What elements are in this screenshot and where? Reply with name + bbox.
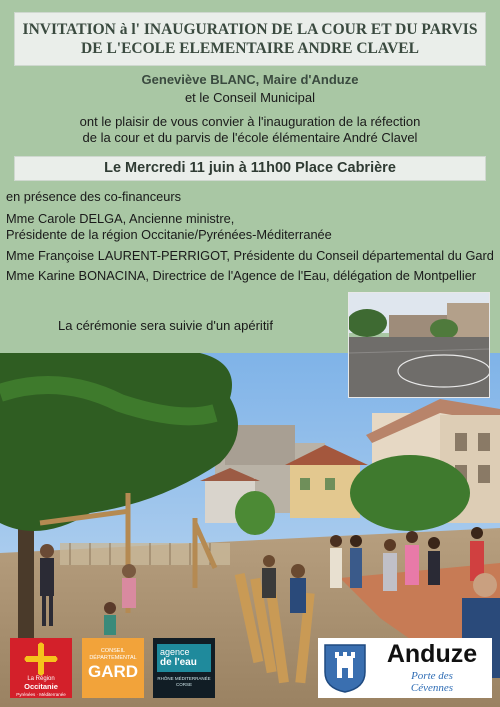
agence-eau-logo — [153, 638, 215, 698]
title-line-2: DE L'ECOLE ELEMENTAIRE ANDRE CLAVEL — [81, 40, 419, 57]
cofunders-heading: en présence des co-financeurs — [6, 189, 181, 204]
occitan-cross-icon — [24, 642, 58, 676]
gard-line-3: GARD — [87, 662, 139, 681]
title-banner — [14, 12, 486, 66]
mayor-name: Geneviève BLANC, Maire d'Anduze — [141, 72, 359, 87]
gard-line-2: DÉPARTEMENTAL — [89, 655, 137, 661]
region-line-3: Pyrénées · Méditerranée — [16, 692, 66, 697]
anduze-name: Anduze — [386, 640, 478, 668]
schoolyard-inset-photo — [348, 292, 490, 398]
anduze-shield-icon — [322, 642, 368, 694]
region-line-2: Occitanie — [24, 682, 58, 691]
region-line-1: La Région — [27, 676, 55, 682]
aperitif-note: La cérémonie sera suivie d'un apéritif — [58, 318, 273, 333]
anduze-tagline-1: Porte des — [411, 670, 453, 682]
region-occitanie-logo — [10, 638, 72, 698]
agence-line-4: CORSE — [175, 682, 192, 687]
event-date: Le Mercredi 11 juin à 11h00 Place Cabrière — [14, 156, 486, 181]
council-line: et le Conseil Municipal — [184, 90, 316, 105]
title-line-1: INVITATION à l' INAUGURATION DE LA COUR ET DU PARVIS — [22, 21, 478, 38]
intro-line-1: ont le plaisir de vous convier à l'inauguration de la réfection — [79, 114, 421, 129]
anduze-tagline-2: Cévennes — [410, 682, 454, 694]
gard-department-logo — [82, 638, 144, 698]
anduze-logo — [318, 638, 492, 698]
gard-line-1: CONSEIL — [100, 648, 126, 654]
cofunder-3: Mme Karine BONACINA, Directrice de l'Agence de l'Eau, délégation de Montpellier — [6, 268, 477, 283]
agence-line-1: agence — [160, 647, 190, 657]
agence-line-3: RHÔNE MÉDITERRANÉE — [157, 676, 211, 681]
intro-line-2: de la cour et du parvis de l'école élémentaire André Clavel — [82, 130, 418, 145]
cofunder-2: Mme Françoise LAURENT-PERRIGOT, Présidente du Conseil départemental du Gard — [6, 248, 494, 263]
cofunder-1-line-1: Mme Carole DELGA, Ancienne ministre, — [6, 211, 235, 226]
cofunder-1-line-2: Présidente de la région Occitanie/Pyrénées-Méditerranée — [6, 227, 332, 242]
agence-line-2: de l'eau — [160, 657, 197, 668]
